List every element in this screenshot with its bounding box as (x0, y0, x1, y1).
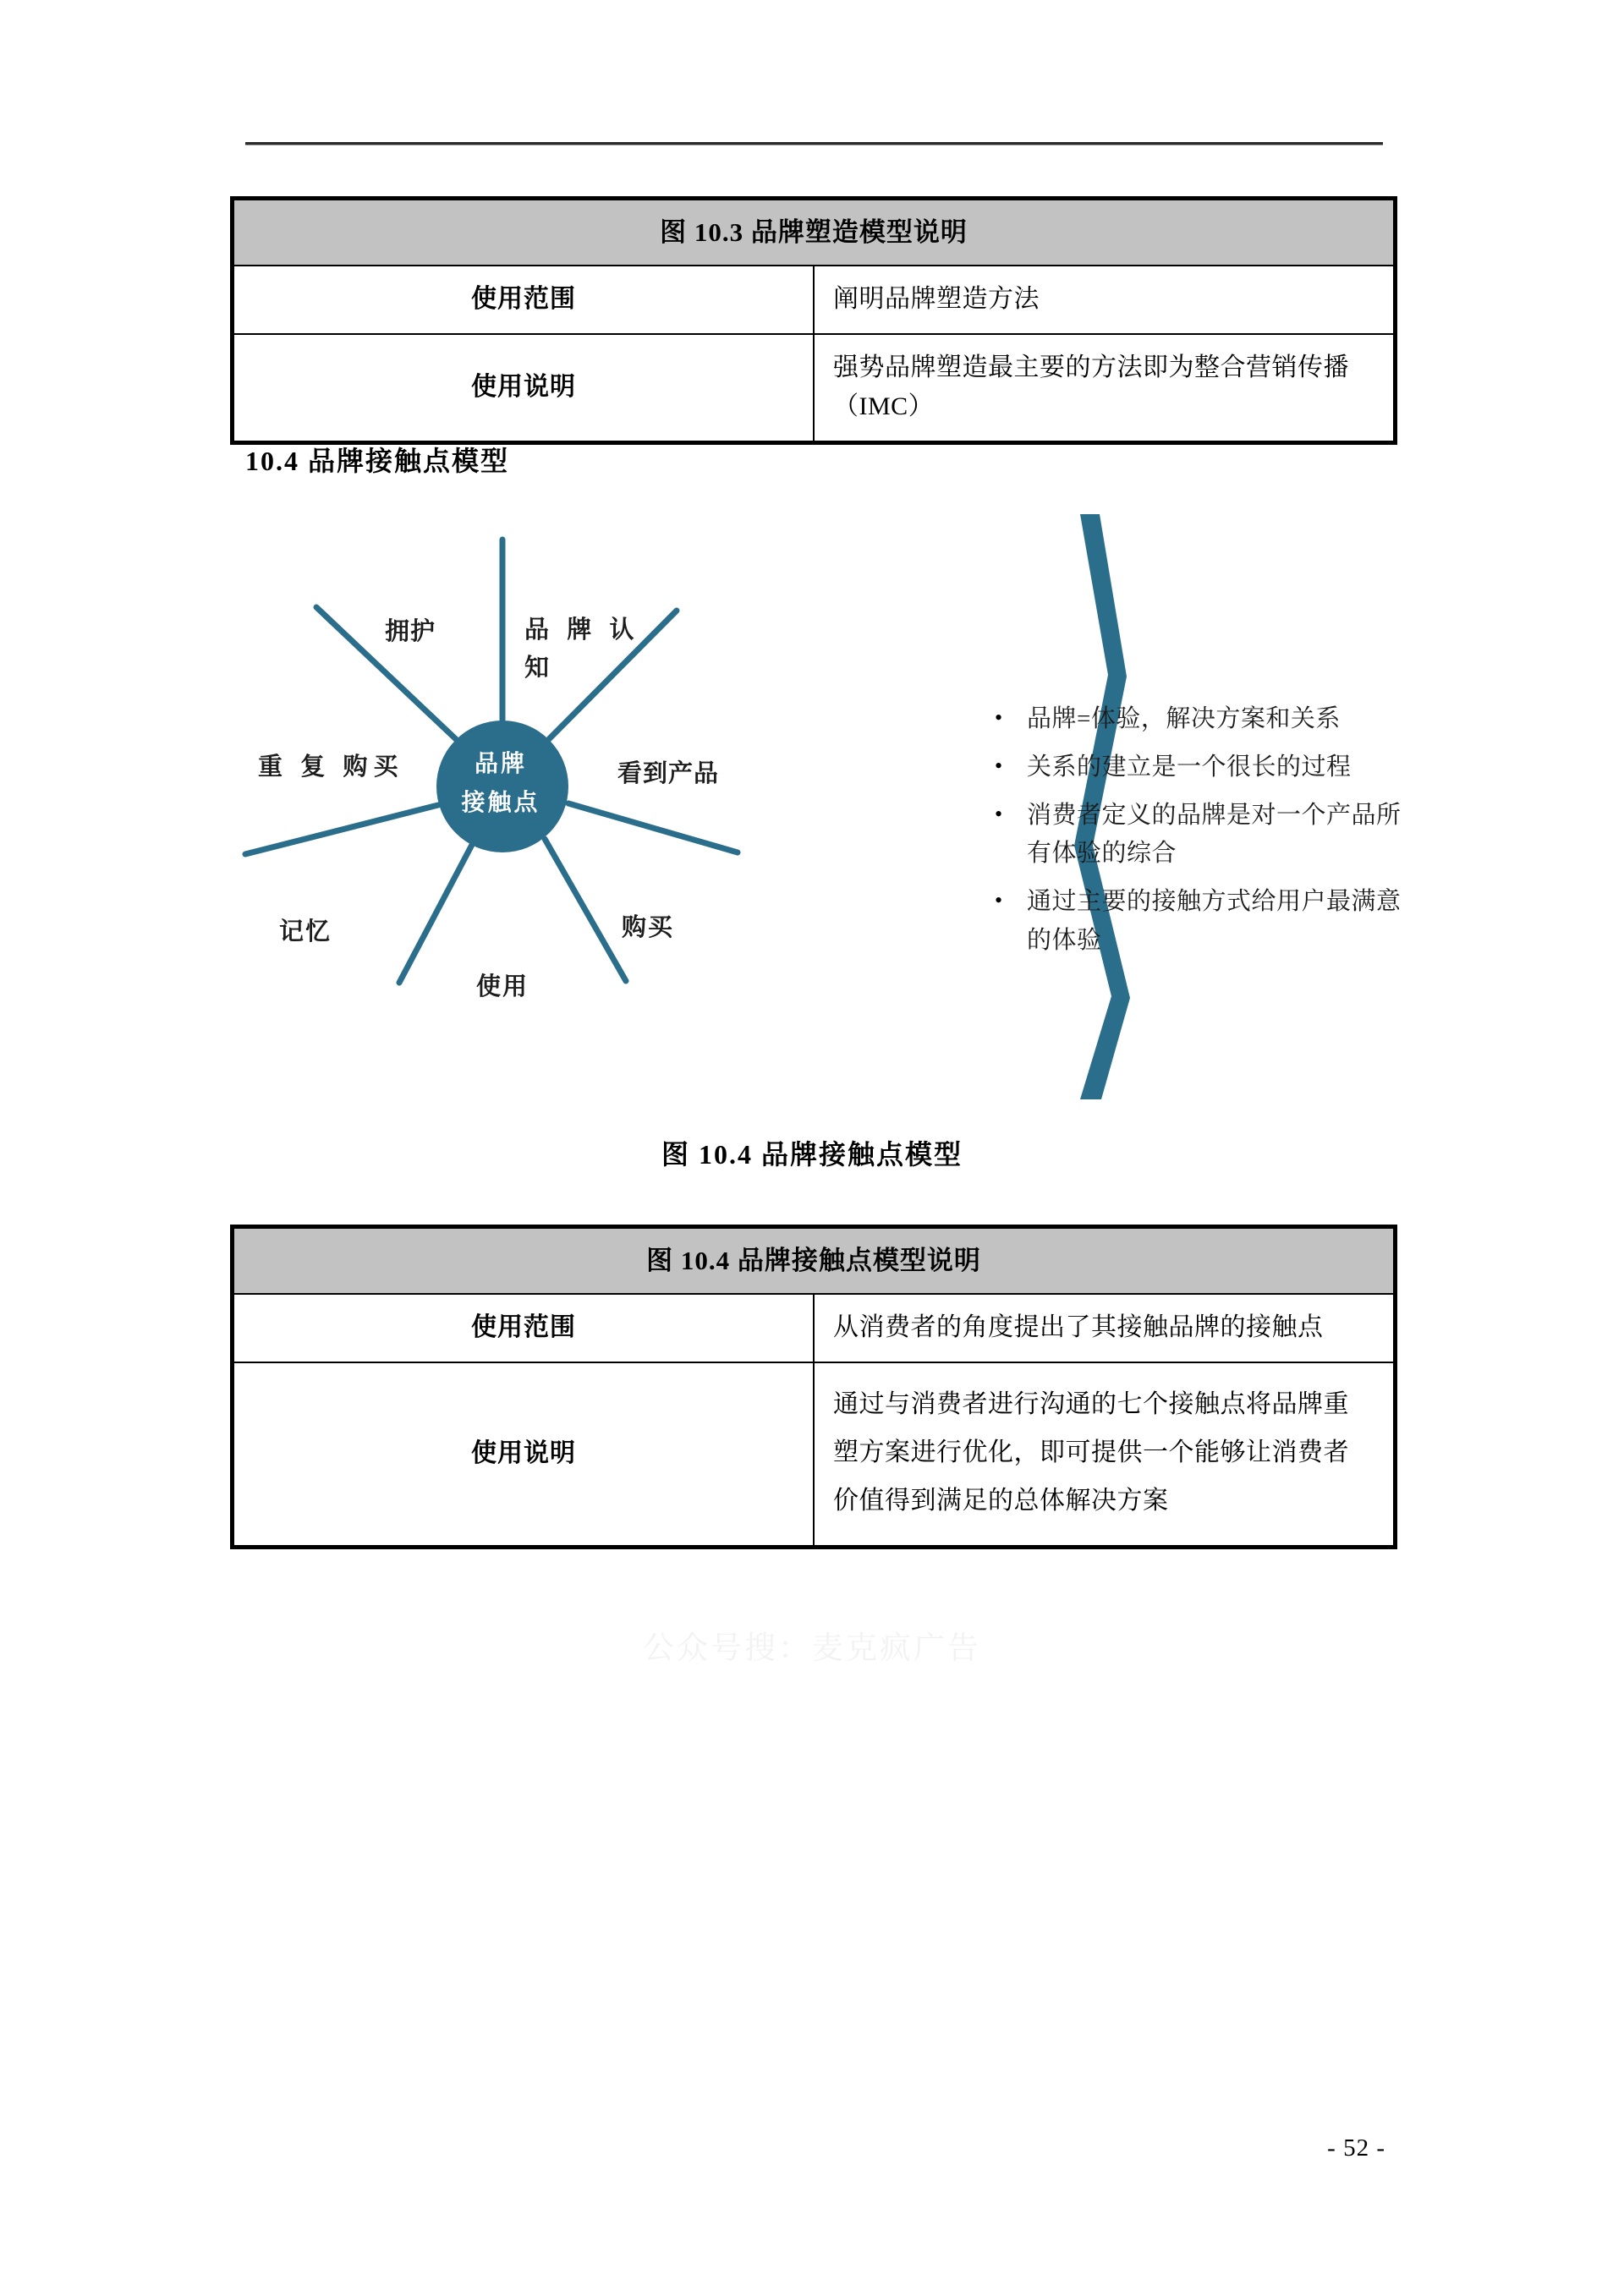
row-value-usage-notes: 通过与消费者进行沟通的七个接触点将品牌重塑方案进行优化，即可提供一个能够让消费者价值得到满足的总体解决方案 (814, 1362, 1394, 1546)
list-item (991, 700, 1406, 739)
spoke-line-left (245, 805, 438, 854)
spoke-label-see-product: 看到产品 (617, 760, 720, 787)
bullet-marker-icon: • (995, 888, 1003, 913)
bullet-text: 关系的建立是一个很长的过程 (1027, 753, 1352, 781)
table-header-cell: 图 10.3 品牌塑造模型说明 (233, 200, 1394, 266)
page-number: - 52 - (1327, 2134, 1385, 2162)
bullet-text: 通过主要的接触方式给用户最满意的体验 (1027, 888, 1402, 955)
brand-touchpoint-radial-svg (230, 507, 1624, 1184)
table-figure-10-3-description (230, 196, 1397, 445)
row-label-usage-scope: 使用范围 (233, 266, 814, 334)
table-header-cell: 图 10.4 品牌接触点模型说明 (233, 1228, 1394, 1294)
spoke-label-repeat-purchase: 重 复 购买 (258, 753, 404, 781)
table-row (233, 334, 1394, 441)
row-label-usage-scope: 使用范围 (233, 1294, 814, 1362)
header-rule (245, 142, 1383, 145)
row-label-usage-notes: 使用说明 (233, 334, 814, 441)
spoke-line-lower-left (399, 843, 473, 983)
table-row (233, 1362, 1394, 1546)
row-value-usage-scope: 从消费者的角度提出了其接触品牌的接触点 (814, 1294, 1394, 1362)
spoke-line-right (568, 803, 738, 852)
bullet-text: 消费者定义的品牌是对一个产品所有体验的综合 (1027, 801, 1402, 868)
hub-label-line-1: 品牌 (474, 750, 527, 776)
bullet-marker-icon: • (995, 705, 1003, 730)
figure-bullet-list (991, 700, 1406, 970)
bullet-marker-icon: • (995, 801, 1003, 826)
table-figure-10-4-description (230, 1225, 1397, 1549)
hub-circle (436, 721, 568, 852)
spoke-label-usage: 使用 (476, 973, 529, 1000)
spoke-line-lower-right (545, 839, 626, 981)
list-item (991, 883, 1406, 961)
table-row (233, 266, 1394, 334)
list-item (991, 797, 1406, 874)
list-item (991, 748, 1406, 787)
figure-caption-10-4: 图 10.4 品牌接触点模型 (661, 1139, 963, 1170)
row-value-usage-notes: 强势品牌塑造最主要的方法即为整合营销传播（IMC） (814, 334, 1394, 441)
spoke-label-brand-awareness: 品 牌 认知 (524, 616, 640, 682)
table-header-row (233, 1228, 1394, 1294)
row-value-usage-scope: 阐明品牌塑造方法 (814, 266, 1394, 334)
spoke-label-memory: 记忆 (279, 918, 332, 945)
table-row (233, 1294, 1394, 1362)
row-label-usage-notes: 使用说明 (233, 1362, 814, 1546)
table-header-row (233, 200, 1394, 266)
hub-label-line-2: 接触点 (461, 789, 540, 816)
spoke-label-advocacy: 拥护 (385, 618, 436, 645)
section-heading-10-4: 10.4 品牌接触点模型 (245, 446, 510, 476)
watermark-text: 公众号搜：麦克疯广告 (643, 1631, 981, 1666)
bullet-text: 品牌=体验，解决方案和关系 (1027, 705, 1341, 732)
spoke-label-purchase: 购买 (622, 914, 675, 941)
bullet-marker-icon: • (995, 753, 1003, 778)
